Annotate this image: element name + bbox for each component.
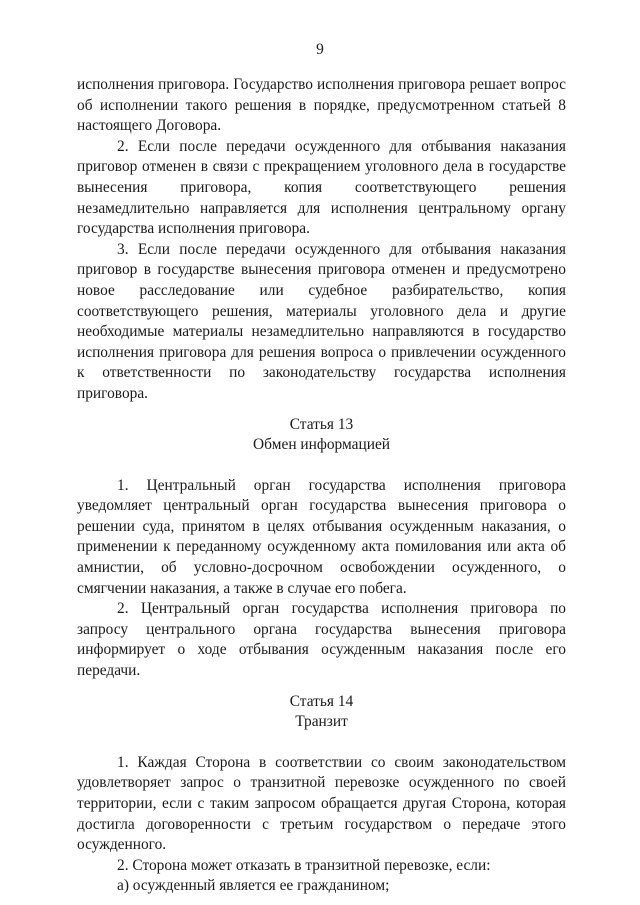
article-14-number: Статья 14 — [289, 692, 354, 710]
paragraph-12-2: 2. Если после передачи осужденного для отбывания наказания приговор отменен в связи с прекращением уголовного дела в государстве вынесения приговора, копия соответствующего решения незамедлительно направляется для исполнения центральному органу государства исполнения приговора. — [77, 137, 566, 238]
paragraph-14-2-a: а) осужденный является ее гражданином; — [117, 877, 390, 895]
paragraph-13-2: 2. Центральный орган государства исполнения приговора по запросу центрального органа государства вынесения приговора информирует о ходе отбывания осужденным наказания после его передачи. — [77, 600, 566, 680]
article-13-title: Обмен информацией — [252, 436, 391, 454]
paragraph-13-1: 1. Центральный орган государства исполнения приговора уведомляет центральный орган государства вынесения приговора о решении суда, принятом в целях отбывания осужденным наказания, о применении к переданному осужденному акта помилования или акта об амнистии, об условно-досрочном освобождении осужденного, о смягчении наказания, а также в случае его побега. — [77, 476, 566, 597]
page-number: 9 — [316, 41, 324, 58]
paragraph-14-1: 1. Каждая Сторона в соответствии со своим законодательством удовлетворяет запрос о транзитной перевозке осужденного по своей территории, если с таким запросом обращается другая Сторона, которая достигла договоренности с третьим государством о передаче этого осужденного. — [77, 753, 566, 854]
article-14-title: Транзит — [295, 713, 348, 731]
paragraph-continuation: исполнения приговора. Государство исполнения приговора решает вопрос об исполнении такого решения в порядке, предусмотренном статьей 8 настоящего Договора. — [77, 76, 566, 135]
paragraph-12-3: 3. Если после передачи осужденного для отбывания наказания приговор в государстве вынесения приговора отменен и предусмотрено новое расследование или судебное разбирательство, копия соответствующего решения, материалы уголовного дела и другие необходимые материалы незамедлительно направляются в государство исполнения приговора для решения вопроса о привлечении осужденного к ответственности по законодательству государства исполнения приговора. — [77, 240, 566, 402]
document-body — [77, 75, 566, 897]
paragraph-14-2: 2. Сторона может отказать в транзитной перевозке, если: — [117, 856, 491, 874]
article-13-number: Статья 13 — [289, 415, 354, 433]
